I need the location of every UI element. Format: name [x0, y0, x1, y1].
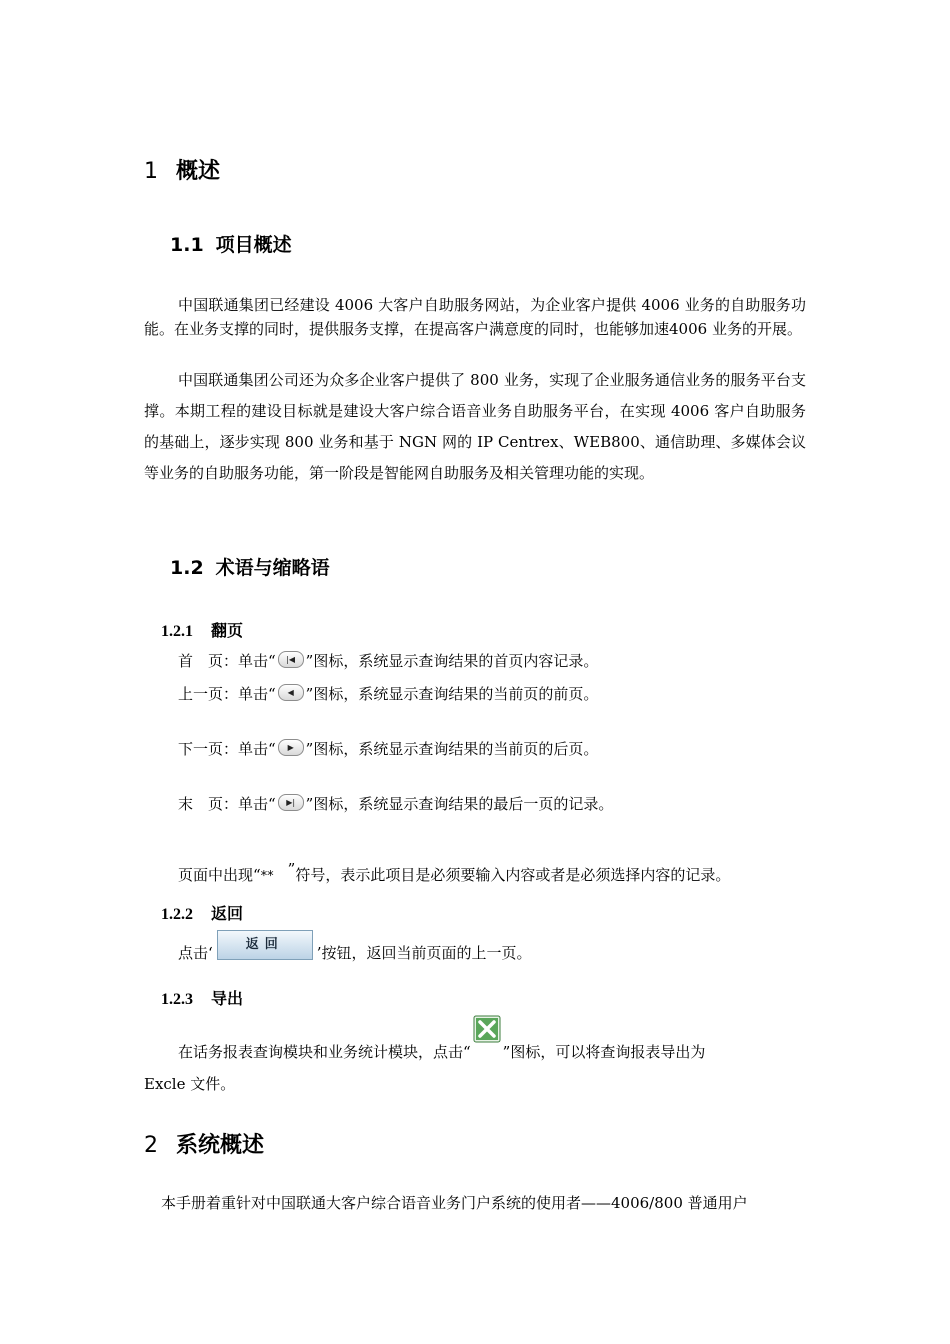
- paging-description: ”图标，系统显示查询结果的当前页的前页。: [305, 685, 599, 703]
- system-overview-paragraph: 本手册着重针对中国联通大客户综合语音业务门户系统的使用者——4006/800 普通用户: [161, 1194, 748, 1212]
- paging-description: ”图标，系统显示查询结果的最后一页的记录。: [305, 795, 614, 813]
- section-title: 翻页: [211, 623, 244, 640]
- excel-icon[interactable]: [473, 1015, 501, 1043]
- required-mark: **: [260, 869, 274, 884]
- overview-paragraph-1: [144, 293, 806, 341]
- instruction-text: ”图标，可以将查询报表导出为: [502, 1043, 706, 1061]
- section-number: 1.2.2: [161, 906, 193, 923]
- section-1-1-heading: [170, 230, 292, 257]
- section-1-2-2-heading: [161, 901, 243, 924]
- paging-first-line: [178, 650, 598, 671]
- section-title: 项目概述: [215, 234, 292, 256]
- paging-label: 下一页：单击“: [178, 740, 276, 758]
- export-instruction: [178, 1015, 705, 1062]
- section-1-2-1-heading: [161, 618, 243, 641]
- back-button[interactable]: 返回: [217, 930, 313, 960]
- section-title: 导出: [211, 991, 244, 1008]
- note-text: 页面中出现“: [178, 866, 261, 884]
- prev-page-icon[interactable]: ◀: [278, 684, 304, 701]
- paragraph-text: 中国联通集团公司还为众多企业客户提供了 800 业务，实现了企业服务通信业务的服务平台支撑。本期工程的建设目标就是建设大客户综合语音业务自助服务平台，在实现 4006 客户自助服务的基础上，逐步实现 800 业务和基于 NGN 网的 IP Centrex、WEB800、通信助理、多媒体会议等业务的自助服务功能，第一阶段是智能网自助服务及相关管理功能的实现。: [144, 371, 806, 482]
- paging-label: 首 页：单击“: [178, 652, 276, 670]
- next-page-icon[interactable]: ▶: [278, 739, 304, 756]
- section-title: 术语与缩略语: [215, 557, 330, 579]
- last-page-icon[interactable]: ▶|: [278, 794, 304, 811]
- section-number: 1: [144, 159, 158, 184]
- paging-next-line: [178, 738, 598, 759]
- section-1-heading: [144, 154, 220, 185]
- back-instruction: [178, 930, 532, 963]
- section-title: 系统概述: [176, 1133, 265, 1158]
- export-instruction-line2: Excle 文件。: [144, 1075, 236, 1093]
- note-text: 符号，表示此项目是必须要输入内容或者是必须选择内容的记录。: [295, 866, 731, 884]
- section-number: 1.2: [170, 557, 204, 579]
- section-number: 2: [144, 1133, 158, 1158]
- section-1-2-heading: [170, 553, 330, 580]
- section-number: 1.2.1: [161, 623, 193, 640]
- paging-description: ”图标，系统显示查询结果的首页内容记录。: [305, 652, 599, 670]
- paging-last-line: [178, 793, 613, 814]
- paragraph-text: 中国联通集团已经建设 4006 大客户自助服务网站，为企业客户提供 4006 业务的自助服务功能。在业务支撑的同时，提供服务支撑，在提高客户满意度的同时，也能够加速4006 业务的开展。: [144, 296, 806, 338]
- section-title: 返回: [211, 906, 244, 923]
- paging-description: ”图标，系统显示查询结果的当前页的后页。: [305, 740, 599, 758]
- overview-paragraph-2: [144, 365, 806, 489]
- section-number: 1.1: [170, 234, 204, 256]
- section-2-heading: [144, 1128, 264, 1159]
- section-1-2-3-heading: [161, 986, 243, 1009]
- quote-mark: ”: [287, 860, 296, 878]
- first-page-icon[interactable]: |◀: [278, 651, 304, 668]
- section-number: 1.2.3: [161, 991, 193, 1008]
- instruction-text: 在话务报表查询模块和业务统计模块，点击“: [178, 1043, 471, 1061]
- paging-label: 上一页：单击“: [178, 685, 276, 703]
- paging-label: 末 页：单击“: [178, 795, 276, 813]
- required-field-note: [178, 860, 730, 885]
- instruction-text: ’按钮，返回当前页面的上一页。: [316, 944, 532, 962]
- paging-prev-line: [178, 683, 598, 704]
- instruction-text: 点击‘: [178, 944, 213, 962]
- section-title: 概述: [176, 159, 221, 184]
